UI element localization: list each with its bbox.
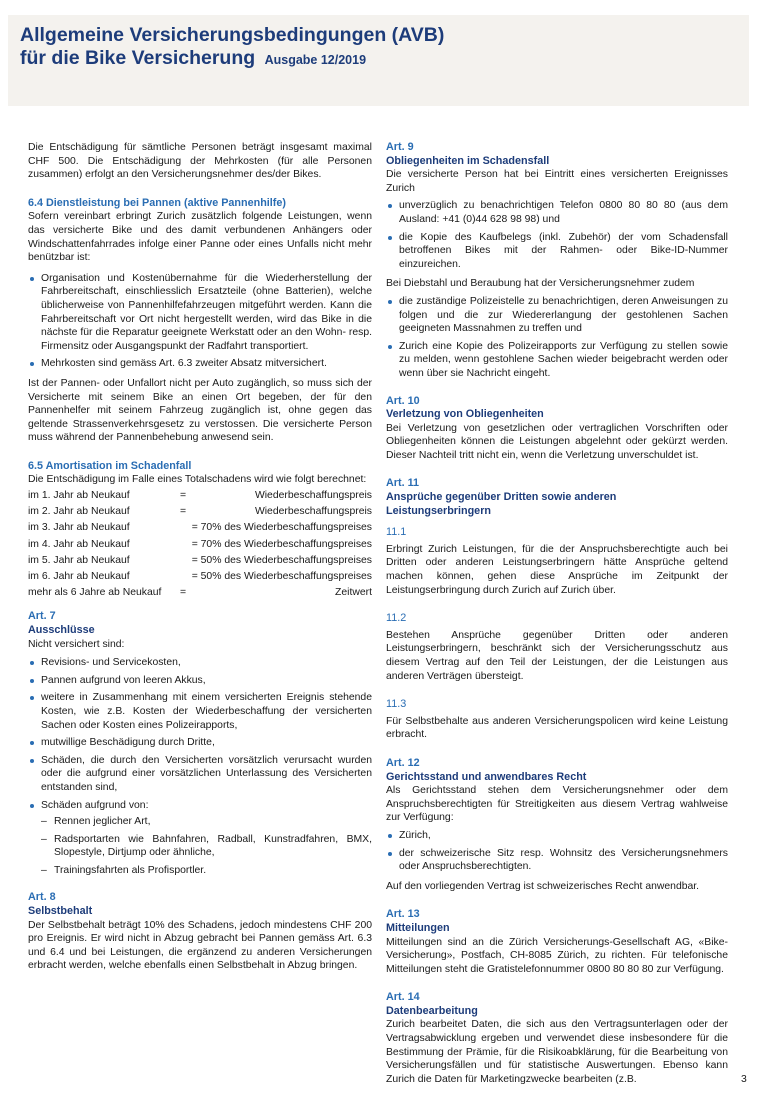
table-cell: = 50% des Wiederbeschaffungspreises (191, 571, 372, 582)
intro-paragraph: Die Entschädigung für sämtliche Personen beträgt insgesamt maximal CHF 500. Die Entschädigung der Mehrkosten (für alle Personen zusammen) erfolgt an den Versicherungsnehmer des/der Bikes. (28, 142, 372, 181)
left-column (28, 141, 372, 980)
list-item: die zuständige Polizeistelle zu benachrichtigen, deren Anweisungen zu folgen und die zur Wiedererlangung der gestohlenen Sachen geeigneten Massnahmen zu treffen und (386, 295, 728, 336)
article-7-intro: Nicht versichert sind: (28, 638, 125, 650)
table-cell: mehr als 6 Jahre ab Neukauf (28, 587, 162, 599)
document-subtitle-text: für die Bike Versicherung (20, 47, 256, 69)
article-12-title: Gerichtsstand und anwendbares Recht (386, 770, 587, 783)
section-11-2-text: Bestehen Ansprüche gegenüber Dritten oder anderen Leistungserbringern, beschränkt sich der Versicherungsschutz aus diesem Vertrag auf den Teil der Leistungen, der die Leistungen aus anderen Verträgen übersteigt. (386, 629, 728, 682)
article-9-number: Art. 9 (386, 141, 414, 153)
table-cell: im 4. Jahr ab Neukauf (28, 538, 130, 550)
article-11-title-line2: Leistungserbringern (386, 504, 491, 517)
sub-list-item: – Trainingsfahrten als Profisportler. (41, 864, 372, 878)
article-10-number: Art. 10 (386, 394, 420, 407)
table-cell: im 3. Jahr ab Neukauf (28, 522, 130, 534)
list-item (28, 799, 372, 878)
table-cell: im 5. Jahr ab Neukauf (28, 554, 130, 566)
article-13-number: Art. 13 (386, 908, 420, 921)
sub-list-item: – Rennen jeglicher Art, (41, 815, 372, 829)
article-13-text: Mitteilungen sind an die Zürich Versicherungs-Gesellschaft AG, «Bike-Versicherung», Postfach, CH-8085 Zürich, zu richten. Für telefonische Mitteilungen steht die Gratistelefonnummer 0800 80 80 80 zur Verfügung. (386, 936, 728, 975)
article-9-list (386, 199, 728, 271)
section-11-1-number: 11.1 (386, 526, 407, 539)
article-12-number: Art. 12 (386, 756, 420, 769)
article-14-number: Art. 14 (386, 991, 420, 1004)
list-item: mutwillige Beschädigung durch Dritte, (28, 736, 372, 750)
list-item: Schäden, die durch den Versicherten vorsätzlich verursacht wurden oder die aufgrund einer vorsätzlichen Unterlassung des Versicherten entstanden sind, (28, 754, 372, 795)
article-12-list (386, 829, 728, 874)
table-row (28, 538, 372, 554)
table-cell (180, 570, 188, 586)
article-8-number: Art. 8 (28, 891, 56, 904)
table-row (28, 521, 372, 537)
list-item: die Kopie des Kaufbelegs (inkl. Zubehör) der vom Schadensfall betroffenen Bikes mit der Rahmen- oder Bike-ID-Nummer einzureichen. (386, 231, 728, 272)
article-10-text: Bei Verletzung von gesetzlichen oder vertraglichen Vorschriften oder Obliegenheiten können die Leistungen abgelehnt oder gekürzt werden. Dieser Nachteil tritt nicht ein, wenn die Verletzung unverschuldet ist. (386, 422, 728, 461)
section-6-4-intro: Sofern vereinbart erbringt Zurich zusätzlich folgende Leistungen, wenn das versicherte Bike und des damit verbundenen Anhängers oder Windschattenfahrrades infolge einer Panne oder eines Unfalls nicht mehr benützbar ist: (28, 211, 372, 264)
section-6-4-paragraph: Ist der Pannen- oder Unfallort nicht per Auto zugänglich, so muss sich der Versicherte mit seinem Bike an einen Ort begeben, der für den Pannenhelfer mit seinem Fahrzeug zugänglich ist, ohne gegen das geltende Strassenverkehrsgesetz zu verstossen. Die versicherte Person muss während der Pannenbehebung anwesend sein. (28, 377, 372, 444)
right-column (386, 141, 728, 1093)
document-title: Allgemeine Versicherungsbedingungen (AVB) (20, 24, 445, 46)
article-11-number: Art. 11 (386, 477, 420, 490)
table-row (28, 570, 372, 586)
table-cell (180, 554, 188, 570)
article-9-title: Obliegenheiten im Schadensfall (386, 154, 550, 167)
table-cell (180, 538, 188, 554)
list-item: Zurich eine Kopie des Polizeirapports zur Verfügung zu stellen sowie zu melden, wenn gestohlene Sachen wieder beigebracht werden oder wenn über sie Nachricht eingeht. (386, 340, 728, 381)
table-cell: Zeitwert (335, 587, 372, 599)
section-11-2-number: 11.2 (386, 612, 407, 625)
table-cell: im 1. Jahr ab Neukauf (28, 490, 130, 502)
list-item: Zürich, (386, 829, 728, 843)
article-8-text: Der Selbstbehalt beträgt 10% des Schadens, jedoch mindestens CHF 200 pro Ereignis. Er wird nicht in Abzug gebracht bei Pannen gemäss Art. 6.3 und 6.4 und bei Leistungen, die ergänzend zu anderen Versicherungen erbracht werden, welche ebenfalls einen Selbstbehalt in Abzug bringen. (28, 919, 372, 972)
list-item: der schweizerische Sitz resp. Wohnsitz des Versicherungsnehmers oder Anspruchsberechtigten. (386, 847, 728, 874)
section-11-3-number: 11.3 (386, 698, 407, 711)
list-item-text: Schäden aufgrund von: (41, 799, 149, 811)
article-13-title: Mitteilungen (386, 921, 450, 934)
table-cell: Wiederbeschaffungspreis (254, 490, 372, 502)
article-10-title: Verletzung von Obliegenheiten (386, 408, 544, 421)
table-cell: im 2. Jahr ab Neukauf (28, 506, 130, 518)
list-item: Revisions- und Servicekosten, (28, 656, 372, 670)
article-9-paragraph: Bei Diebstahl und Beraubung hat der Versicherungsnehmer zudem (386, 278, 695, 290)
article-14-text: Zurich bearbeitet Daten, die sich aus den Vertragsunterlagen oder der Vertragsabwicklung ergeben und verwendet diese insbesondere für die Bestimmung der Prämie, für die Risikoabklärung, für die Bearbeitung von Versicherungsfällen und für statistische Auswertungen. Ebenso kann Zurich die Daten für Marketingzwecke bearbeiten (z.B. (386, 1019, 728, 1085)
amortisation-table (28, 489, 372, 602)
article-9-list-theft (386, 295, 728, 381)
table-cell: = 50% des Wiederbeschaffungspreises (191, 554, 372, 566)
table-cell: Wiederbeschaffungspreis (254, 506, 372, 518)
sub-list-item: – Radsportarten wie Bahnfahren, Radball, Kunstradfahren, BMX, Slopestyle, Dirtjump oder ähnliche, (41, 833, 372, 860)
table-cell: = 70% des Wiederbeschaffungspreises (191, 538, 372, 550)
table-cell: = (180, 587, 187, 599)
article-7-number: Art. 7 (28, 610, 56, 623)
table-cell (180, 521, 188, 537)
article-9-intro: Die versicherte Person hat bei Eintritt eines versicherten Ereignisses Zurich (386, 169, 728, 194)
section-11-3-text: Für Selbstbehalte aus anderen Versicherungspolicen wird keine Leistung erbracht. (386, 715, 728, 741)
article-7-title: Ausschlüsse (28, 623, 95, 636)
table-cell: im 6. Jahr ab Neukauf (28, 571, 130, 582)
table-row (28, 586, 372, 602)
list-item: Organisation und Kostenübernahme für die Wiederherstellung der Fahrbereitschaft, einschliesslich Ersatzteile (ohne Batterien), welche üblicherweise von Pannenhilfefahrzeugen mitgeführt werden. Kann die Fahrbereitschaft vor Ort nicht hergestellt werden, wird das Bike in die nächste für die Reparatur geeignete Werkstatt oder an den Wohn- resp. Firmensitz oder Ausgangspunkt der Radfahrt transportiert. (28, 272, 372, 354)
article-8-title: Selbstbehalt (28, 905, 93, 918)
section-6-5-heading: 6.5 Amortisation im Schadenfall (28, 459, 192, 472)
table-row (28, 505, 372, 521)
list-item: Pannen aufgrund von leeren Akkus, (28, 674, 372, 688)
section-6-4-heading: 6.4 Dienstleistung bei Pannen (aktive Pannenhilfe) (28, 196, 286, 209)
section-11-1-text: Erbringt Zurich Leistungen, für die der Anspruchsberechtigte auch bei Dritten oder anderen Leistungserbringern hätte Ansprüche geltend machen können, gehen diese Ansprüche im Zeitpunkt der Leistungserbringung durch Zurich auf Zurich über. (386, 543, 728, 596)
list-item: unverzüglich zu benachrichtigen Telefon 0800 80 80 80 (aus dem Ausland: +41 (0)44 628 98 98) und (386, 199, 728, 226)
article-11-title-line1: Ansprüche gegenüber Dritten sowie anderen (386, 491, 617, 504)
table-cell: = (180, 490, 187, 502)
table-cell: = 70% des Wiederbeschaffungspreises (191, 522, 372, 534)
section-6-4-list (28, 272, 372, 371)
sub-list (41, 815, 372, 877)
table-cell: = (180, 506, 187, 518)
list-item: Mehrkosten sind gemäss Art. 6.3 zweiter Absatz mitversichert. (28, 357, 372, 371)
article-12-outro: Auf den vorliegenden Vertrag ist schweizerisches Recht anwendbar. (386, 880, 700, 892)
list-item: weitere in Zusammenhang mit einem versicherten Ereignis stehende Kosten, wie z.B. Kosten der Wiederbeschaffung der versicherten Sachen oder Kosten eines Polizeirapports, (28, 691, 372, 732)
document-subtitle (20, 46, 366, 72)
section-6-5-intro: Die Entschädigung im Falle eines Totalschadens wird wie folgt berechnet: (28, 474, 367, 486)
table-row (28, 554, 372, 570)
article-12-intro: Als Gerichtsstand stehen dem Versicherungsnehmer oder dem Anspruchsberechtigten für Streitigkeiten aus diesem Vertrag wahlweise zur Verfügung: (386, 785, 728, 824)
article-14-title: Datenbearbeitung (386, 1004, 478, 1017)
edition-label: Ausgabe 12/2019 (264, 53, 367, 67)
article-7-list (28, 656, 372, 877)
table-row (28, 489, 372, 505)
page-number: 3 (741, 1074, 747, 1085)
